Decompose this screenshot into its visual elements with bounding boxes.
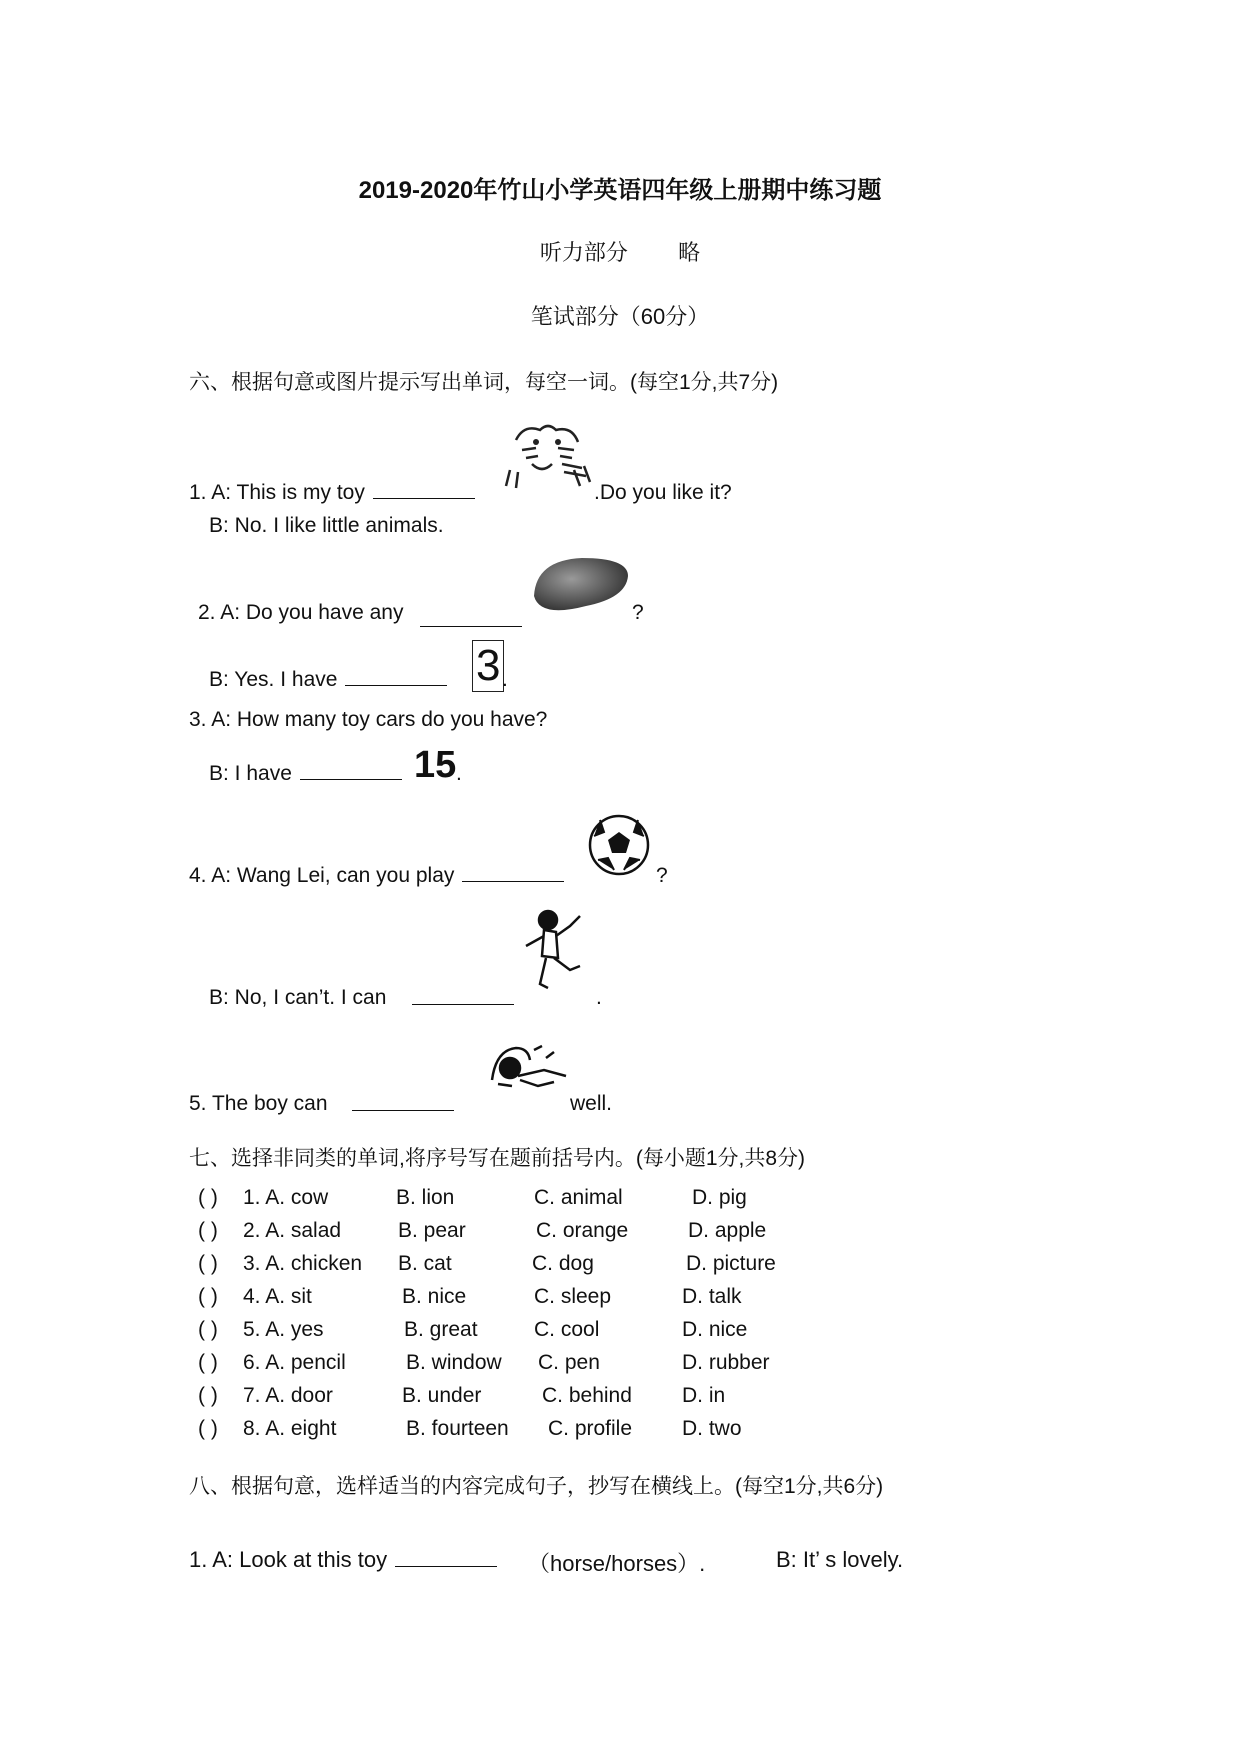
answer-parenthesis[interactable]: ( ) — [198, 1417, 218, 1440]
option-a: 5. A. yes — [243, 1318, 324, 1341]
choice-row — [198, 1186, 1098, 1216]
q2-line-b — [209, 668, 455, 692]
q4b-text: B: No, I can’t. I can — [209, 986, 387, 1009]
choice-row — [198, 1351, 1098, 1381]
s8-q1-text: 1. A: Look at this toy — [189, 1547, 388, 1572]
s8-q1-b: B: It’ s lovely. — [776, 1547, 904, 1572]
option-d: D. nice — [682, 1318, 748, 1341]
option-c: C. sleep — [534, 1285, 612, 1308]
choice-row — [198, 1417, 1098, 1447]
option-c: C. animal — [534, 1186, 623, 1209]
tiger-icon — [502, 420, 594, 492]
option-a: 4. A. sit — [243, 1285, 312, 1308]
q2b-post: . — [502, 668, 508, 691]
answer-parenthesis[interactable]: ( ) — [198, 1384, 218, 1407]
choice-row — [198, 1384, 1098, 1414]
option-b: B. lion — [396, 1186, 455, 1209]
option-a: 2. A. salad — [243, 1219, 342, 1242]
option-b: B. under — [402, 1384, 482, 1407]
s8-q1-options: （horse/horses）. — [528, 1551, 706, 1576]
listening-label: 听力部分 — [539, 240, 628, 265]
written-header: 笔试部分（60分） — [530, 304, 710, 329]
answer-parenthesis[interactable]: ( ) — [198, 1219, 218, 1242]
page-title: 2019-2020年竹山小学英语四年级上册期中练习题 — [358, 177, 882, 204]
section7-heading: 七、选择非同类的单词,将序号写在题前括号内。(每小题1分,共8分) — [189, 1147, 806, 1170]
q4-line-a — [189, 864, 572, 888]
q2b-text: B: Yes. I have — [209, 668, 338, 691]
option-c: C. orange — [536, 1219, 629, 1242]
q3-line-a: 3. A: How many toy cars do you have? — [189, 708, 548, 731]
option-a: 3. A. chicken — [243, 1252, 363, 1275]
answer-blank[interactable] — [300, 778, 402, 780]
option-a: 8. A. eight — [243, 1417, 337, 1440]
option-d: D. picture — [686, 1252, 776, 1275]
q2a-text: 2. A: Do you have any — [198, 601, 404, 624]
q1a-text: 1. A: This is my toy — [189, 481, 365, 504]
option-c: C. profile — [548, 1417, 633, 1440]
answer-blank[interactable] — [420, 626, 522, 627]
option-a: 6. A. pencil — [243, 1351, 346, 1374]
q2-line-a — [198, 601, 403, 625]
answer-parenthesis[interactable]: ( ) — [198, 1318, 218, 1341]
q5-post: well. — [570, 1092, 613, 1115]
q3-line-b — [209, 762, 410, 786]
listening-note: 略 — [678, 240, 701, 265]
q3b-post: . — [456, 762, 462, 785]
listening-line — [0, 236, 1240, 267]
q2a-post: ? — [632, 601, 644, 624]
answer-parenthesis[interactable]: ( ) — [198, 1351, 218, 1374]
option-d: D. apple — [688, 1219, 767, 1242]
option-b: B. nice — [402, 1285, 467, 1308]
q4b-post: . — [596, 986, 602, 1009]
answer-parenthesis[interactable]: ( ) — [198, 1186, 218, 1209]
q1-line-a — [189, 481, 483, 505]
option-b: B. fourteen — [406, 1417, 509, 1440]
option-d: D. pig — [692, 1186, 747, 1209]
q1a-post: .Do you like it? — [594, 481, 732, 504]
option-c: C. pen — [538, 1351, 600, 1374]
mango-icon — [528, 552, 632, 616]
option-d: D. rubber — [682, 1351, 770, 1374]
option-b: B. great — [404, 1318, 478, 1341]
q3b-text: B: I have — [209, 762, 292, 785]
option-b: B. window — [406, 1351, 502, 1374]
option-b: B. pear — [398, 1219, 466, 1242]
choice-row — [198, 1219, 1098, 1249]
option-c: C. dog — [532, 1252, 594, 1275]
number-3-box: 3 — [472, 640, 504, 692]
answer-blank[interactable] — [373, 497, 475, 499]
number-15: 15 — [414, 744, 457, 786]
answer-blank[interactable] — [462, 880, 564, 882]
section6-heading: 六、根据句意或图片提示写出单词，每空一词。(每空1分,共7分) — [189, 371, 779, 394]
q4-line-b — [209, 986, 386, 1010]
answer-parenthesis[interactable]: ( ) — [198, 1252, 218, 1275]
option-b: B. cat — [398, 1252, 452, 1275]
s8-q1-line — [189, 1547, 505, 1573]
swimming-boy-icon — [484, 1040, 570, 1096]
q4a-post: ? — [656, 864, 668, 887]
q1-line-b: B: No. I like little animals. — [209, 514, 444, 537]
option-a: 1. A. cow — [243, 1186, 329, 1209]
q5-text: 5. The boy can — [189, 1092, 328, 1115]
option-c: C. cool — [534, 1318, 600, 1341]
option-d: D. talk — [682, 1285, 742, 1308]
answer-blank[interactable] — [352, 1110, 454, 1111]
option-d: D. in — [682, 1384, 726, 1407]
answer-blank[interactable] — [412, 1004, 514, 1005]
kicking-boy-icon — [514, 906, 590, 996]
choice-row — [198, 1318, 1098, 1348]
section8-heading: 八、根据句意，选样适当的内容完成句子，抄写在横线上。(每空1分,共6分) — [189, 1475, 884, 1498]
choice-row — [198, 1285, 1098, 1315]
option-d: D. two — [682, 1417, 742, 1440]
football-icon — [586, 812, 652, 878]
q4a-text: 4. A: Wang Lei, can you play — [189, 864, 455, 887]
answer-parenthesis[interactable]: ( ) — [198, 1285, 218, 1308]
answer-blank[interactable] — [345, 684, 447, 686]
choice-row — [198, 1252, 1098, 1282]
option-c: C. behind — [542, 1384, 632, 1407]
option-a: 7. A. door — [243, 1384, 333, 1407]
q5-line — [189, 1092, 328, 1116]
answer-blank[interactable] — [395, 1565, 497, 1567]
